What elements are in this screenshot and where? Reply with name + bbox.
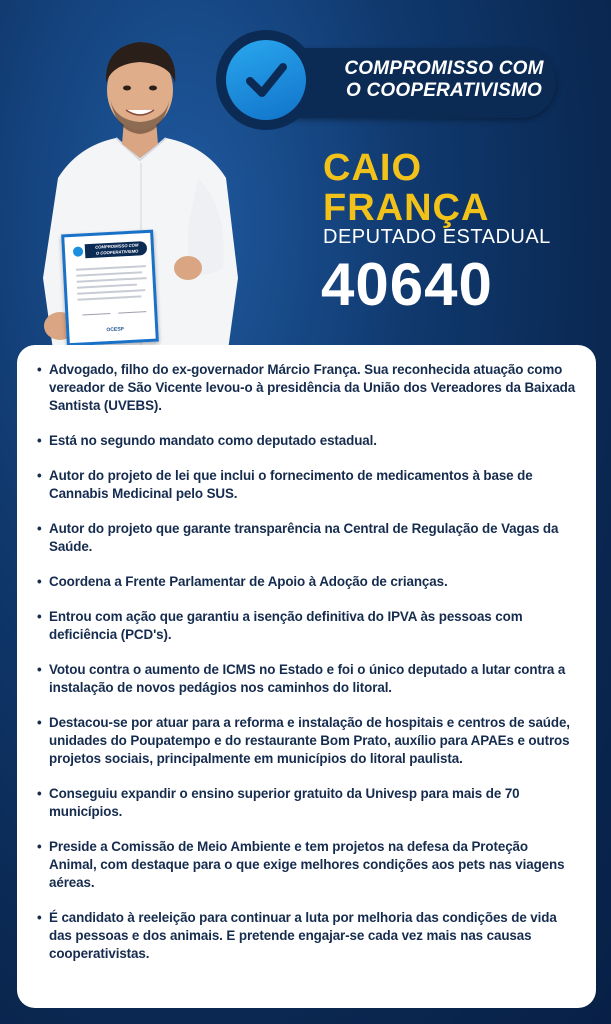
badge-line2: O COOPERATIVISMO [345,80,543,101]
candidate-role: DEPUTADO ESTADUAL [323,226,551,248]
document-check-icon [73,246,84,257]
candidate-number: 40640 [321,251,493,318]
list-item: • Votou contra o aumento de ICMS no Estado e foi o único deputado a lutar contra a instalação de novos pedágios nos caminhos do litoral. [37,661,578,697]
list-item: • Destacou-se por atuar para a reforma e instalação de hospitais e centros de saúde, unidades do Poupatempo e do restaurante Bom Prato, auxílio para APAEs e outros projetos sociais, principalmente em municípios do litoral paulista. [37,714,578,768]
list-item: • Preside a Comissão de Meio Ambiente e tem projetos na defesa da Proteção Animal, com destaque para o que exige melhores condições aos pets nas viagens aéreas. [37,838,578,892]
list-item: • Autor do projeto que garante transparência na Central de Regulação de Vagas da Saúde. [37,520,578,556]
held-document [61,230,159,347]
document-title-line1: COMPROMISSO COM [95,242,139,250]
list-item: • Autor do projeto de lei que inclui o fornecimento de medicamentos à base de Cannabis Medicinal pelo SUS. [37,467,578,503]
list-item: • Advogado, filho do ex-governador Márcio França. Sua reconhecida atuação como vereador de São Vicente levou-o à presidência da União dos Vereadores da Baixada Santista (UVEBS). [37,361,578,415]
commitment-badge [216,30,588,130]
bio-list [37,361,578,963]
list-item: • Conseguiu expandir o ensino superior gratuito da Univesp para mais de 70 municípios. [37,785,578,821]
list-item: • É candidato à reeleição para continuar a luta por melhoria das condições de vida das pessoas e dos animais. E pretende engajar-se cada vez mais nas causas cooperativistas. [37,909,578,963]
candidate-name [323,148,489,228]
hero-banner [0,0,611,350]
list-item: • Coordena a Frente Parlamentar de Apoio à Adoção de crianças. [37,573,578,591]
badge-line1: COMPROMISSO COM [344,58,544,79]
badge-circle [216,30,316,130]
candidate-first-name: CAIO [323,147,422,189]
badge-text [324,58,564,102]
bio-card [17,345,596,1008]
list-item: • Está no segundo mandato como deputado estadual. [37,432,578,450]
candidate-last-name: FRANÇA [323,187,490,229]
document-logo: OCESP [106,326,125,334]
document-title-line2: O COOPERATIVISMO [95,247,139,256]
list-item: • Entrou com ação que garantiu a isenção definitiva do IPVA às pessoas com deficiência (PCD's). [37,608,578,644]
checkmark-icon [241,55,291,105]
